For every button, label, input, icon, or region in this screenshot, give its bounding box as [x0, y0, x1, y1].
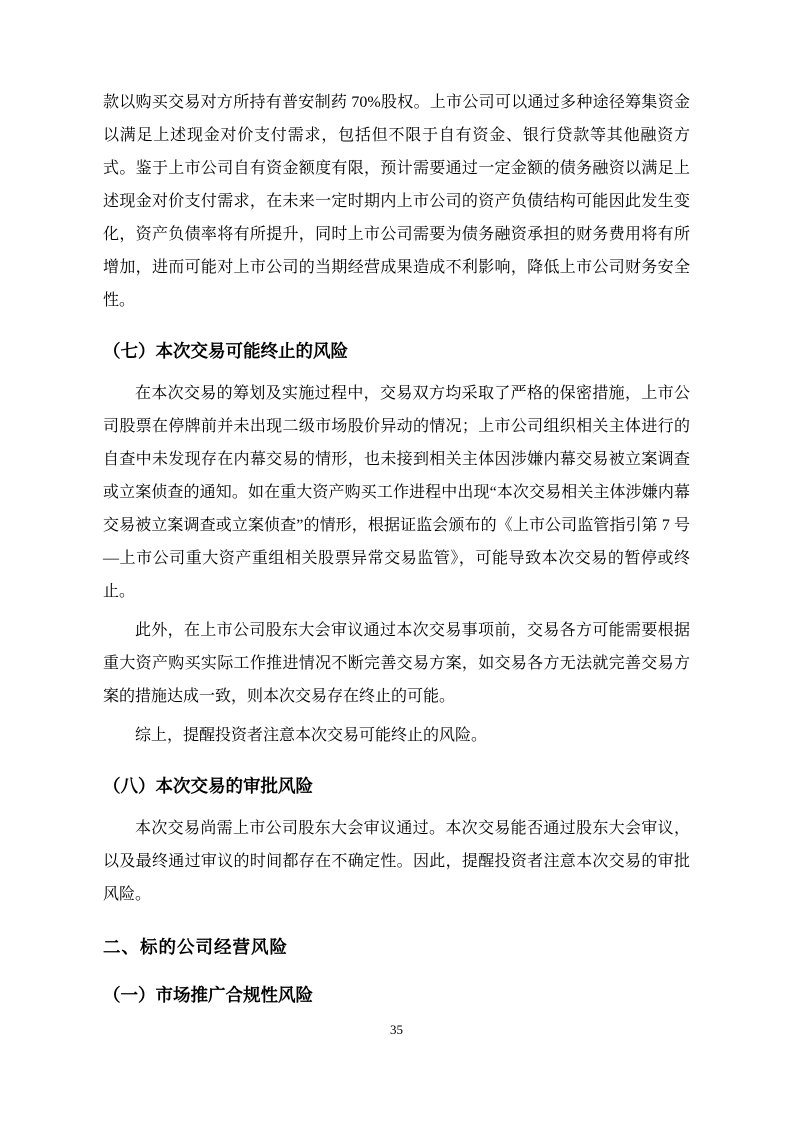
- section-heading-one: （一）市场推广合规性风险: [103, 985, 313, 1005]
- section-seven-paragraph-1: 在本次交易的筹划及实施过程中，交易双方均采取了严格的保密措施，上市公司股票在停牌前并未出现二级市场股价异动的情况；上市公司组织相关主体进行的自查中未发现存在内幕交易的情形，也未接到相关主体因涉嫌内幕交易被立案调查或立案侦查的通知。如在重大资产购买工作进程中出现“本次交易相关主体涉嫌内幕交易被立案调查或立案侦查”的情形，根据证监会颁布的《上市公司监管指引第 7 号—上市公司重大资产重组相关股票异常交易监管》，可能导致本次交易的暂停或终止。: [103, 385, 690, 600]
- chapter-heading: 二、标的公司经营风险: [103, 937, 288, 957]
- section-heading-eight: （八）本次交易的审批风险: [103, 776, 313, 796]
- section-seven-paragraph-3: 综上，提醒投资者注意本次交易可能终止的风险。: [135, 727, 488, 744]
- page-content: [103, 86, 690, 1021]
- continuation-paragraph: 款以购买交易对方所持有普安制药 70%股权。上市公司可以通过多种途径筹集资金以满足上述现金对价支付需求，包括但不限于自有资金、银行贷款等其他融资方式。鉴于上市公司自有资金额度有限，预计需要通过一定金额的债务融资以满足上述现金对价支付需求，在未来一定时期内上市公司的资产负债结构可能因此发生变化，资产负债率将有所提升，同时上市公司需要为债务融资承担的财务费用将有所增加，进而可能对上市公司的当期经营成果造成不利影响，降低上市公司财务安全性。: [103, 94, 690, 309]
- section-seven-paragraph-2: 此外，在上市公司股东大会审议通过本次交易事项前，交易各方可能需要根据重大资产购买实际工作推进情况不断完善交易方案，如交易各方无法就完善交易方案的措施达成一致，则本次交易存在终止的可能。: [103, 622, 690, 705]
- page-number: 35: [390, 1022, 403, 1037]
- section-heading-seven: （七）本次交易可能终止的风险: [103, 341, 348, 361]
- section-eight-paragraph-1: 本次交易尚需上市公司股东大会审议通过。本次交易能否通过股东大会审议，以及最终通过审议的时间都存在不确定性。因此，提醒投资者注意本次交易的审批风险。: [103, 820, 690, 903]
